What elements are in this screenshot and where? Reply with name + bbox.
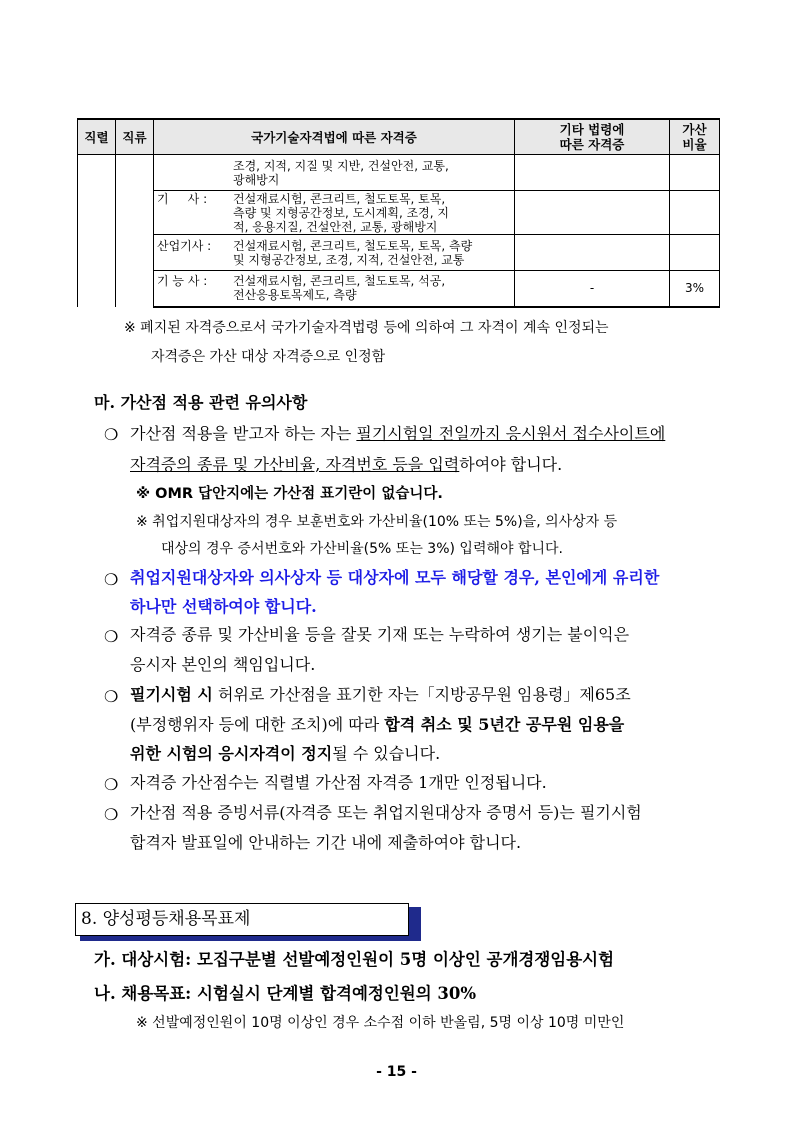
paragraph-4-text-c: (부정행위자 등에 대한 조치)에 따라: [130, 715, 385, 734]
other-cert-cell: -: [515, 271, 670, 307]
circle-bullet-icon: ❍: [104, 570, 119, 589]
paragraph-4-line1: [130, 680, 722, 710]
note-employment-line1: ※ 취업지원대상자의 경우 보훈번호와 가산비율(10% 또는 5%)을, 의사상자 등: [136, 514, 618, 530]
cert-line: 및 지형공간정보, 조경, 지적, 건설안전, 교통: [233, 252, 465, 267]
paragraph-2-line2: 하나만 선택하여야 합니다.: [130, 597, 317, 616]
cert-line: 조경, 지적, 지질 및 지반, 건설안전, 교통,: [233, 158, 449, 173]
header-bonus-line2: 비율: [682, 137, 707, 152]
page-number: - 15 -: [376, 1064, 417, 1080]
job-series-cell: [78, 155, 116, 307]
paragraph-4-text-d: 합격 취소 및 5년간 공무원 임용을: [384, 715, 625, 734]
table-row: [78, 271, 720, 307]
paragraph-1-text-c: 자격증의 종류 및 가산비율, 자격번호 등을 입력: [130, 455, 460, 474]
cert-line: 측량 및 지형공간정보, 도시계획, 조경, 지: [233, 205, 449, 220]
table-row: [78, 191, 720, 235]
table-row: [78, 155, 720, 191]
certificate-table: [77, 118, 720, 308]
header-cert-other: [515, 119, 670, 155]
paragraph-2-line1: 취업지원대상자와 의사상자 등 대상자에 모두 해당할 경우, 본인에게 유리한: [130, 568, 660, 587]
paragraph-4-text-b: 허위로 가산점을 표기한 자는「지방공무원 임용령」제65조: [212, 685, 631, 704]
cert-cell: [154, 235, 515, 271]
grade-label: 기 사 :: [157, 191, 208, 206]
section-8-note: ※ 선발예정인원이 10명 이상인 경우 소수점 이하 반올림, 5명 이상 10명 미만인: [136, 1015, 625, 1031]
paragraph-6-line1: 가산점 적용 증빙서류(자격증 또는 취업지원대상자 증명서 등)는 필기시험: [130, 803, 642, 822]
section-8-target: 가. 대상시험: 모집구분별 선발예정인원이 5명 이상인 공개경쟁임용시험: [94, 950, 615, 969]
note-employment-line2: 대상의 경우 증서번호와 가산비율(5% 또는 3%) 입력해야 합니다.: [161, 541, 563, 557]
section-8-goal: 나. 채용목표: 시험실시 단계별 합격예정인원의 30%: [94, 984, 477, 1003]
header-bonus-line1: 가산: [682, 122, 707, 137]
other-cert-cell: [515, 191, 670, 235]
paragraph-4-text-f: 될 수 있습니다.: [332, 744, 441, 763]
paragraph-3-line1: 자격증 종류 및 가산비율 등을 잘못 기재 또는 누락하여 생기는 불이익은: [130, 625, 630, 644]
grade-label: 산업기사 :: [157, 238, 212, 253]
cert-line: 건설재료시험, 콘크리트, 철도토목, 석공,: [233, 274, 446, 289]
header-bonus: [670, 119, 720, 155]
cert-cell: [154, 191, 515, 235]
paragraph-4-line3: [130, 739, 440, 769]
note-omr: ※ OMR 답안지에는 가산점 표기란이 없습니다.: [136, 486, 443, 502]
circle-bullet-icon: ❍: [104, 425, 119, 444]
circle-bullet-icon: ❍: [104, 775, 119, 794]
table-header-row: [78, 119, 720, 155]
bonus-cell: 3%: [670, 271, 720, 307]
section-title-shadow: [80, 936, 421, 941]
bonus-cell: [670, 191, 720, 235]
header-cert-by-law: 국가기술자격법에 따른 자격증: [154, 119, 515, 155]
table-note-line1: ※ 폐지된 자격증으로서 국가기술자격법령 등에 의하여 그 자격이 계속 인정되는: [124, 320, 609, 336]
cert-line: 전산응용토목제도, 측량: [233, 288, 357, 303]
header-cert-other-line2: 따른 자격증: [559, 137, 625, 152]
circle-bullet-icon: ❍: [104, 627, 119, 646]
bonus-cell: [670, 235, 720, 271]
table-row: [78, 235, 720, 271]
section-ma-title: 마. 가산점 적용 관련 유의사항: [94, 393, 308, 412]
paragraph-4-text-a: 필기시험 시: [130, 685, 213, 704]
paragraph-5: 자격증 가산점수는 직렬별 가산점 자격증 1개만 인정됩니다.: [130, 773, 547, 792]
cert-line: 적, 응용지질, 건설안전, 교통, 광해방지: [233, 219, 438, 234]
header-job-type: 직류: [116, 119, 154, 155]
paragraph-1-line2: [130, 450, 562, 480]
paragraph-6-line2: 합격자 발표일에 안내하는 기간 내에 제출하여야 합니다.: [130, 833, 522, 852]
cert-line: 광해방지: [233, 172, 280, 187]
other-cert-cell: [515, 155, 670, 191]
other-cert-cell: [515, 235, 670, 271]
paragraph-1-text-a: 가산점 적용을 받고자 하는 자는: [130, 424, 357, 443]
cert-line: 건설재료시험, 콘크리트, 철도토목, 토목, 측량: [233, 238, 473, 253]
cert-cell: [154, 271, 515, 307]
header-job-series: 직렬: [78, 119, 116, 155]
circle-bullet-icon: ❍: [104, 687, 119, 706]
circle-bullet-icon: ❍: [104, 805, 119, 824]
cert-cell: [154, 155, 515, 191]
paragraph-3-line2: 응시자 본인의 책임입니다.: [130, 655, 316, 674]
job-type-cell: [116, 155, 154, 307]
cert-line: 건설재료시험, 콘크리트, 철도토목, 토목,: [233, 191, 446, 206]
paragraph-1-text-d: 하여야 합니다.: [459, 455, 563, 474]
bonus-cell: [670, 155, 720, 191]
grade-label: 기 능 사 :: [157, 274, 208, 289]
paragraph-1-line1: [130, 419, 720, 449]
header-cert-other-line1: 기타 법령에: [559, 122, 625, 137]
table-note-line2: 자격증은 가산 대상 자격증으로 인정함: [151, 349, 386, 365]
section-8-title: 8. 양성평등채용목표제: [75, 903, 409, 936]
paragraph-4-text-e: 위한 시험의 응시자격이 정지: [130, 744, 333, 763]
paragraph-4-line2: [130, 710, 722, 740]
paragraph-1-text-b: 필기시험일 전일까지 응시원서 접수사이트에: [356, 424, 666, 443]
